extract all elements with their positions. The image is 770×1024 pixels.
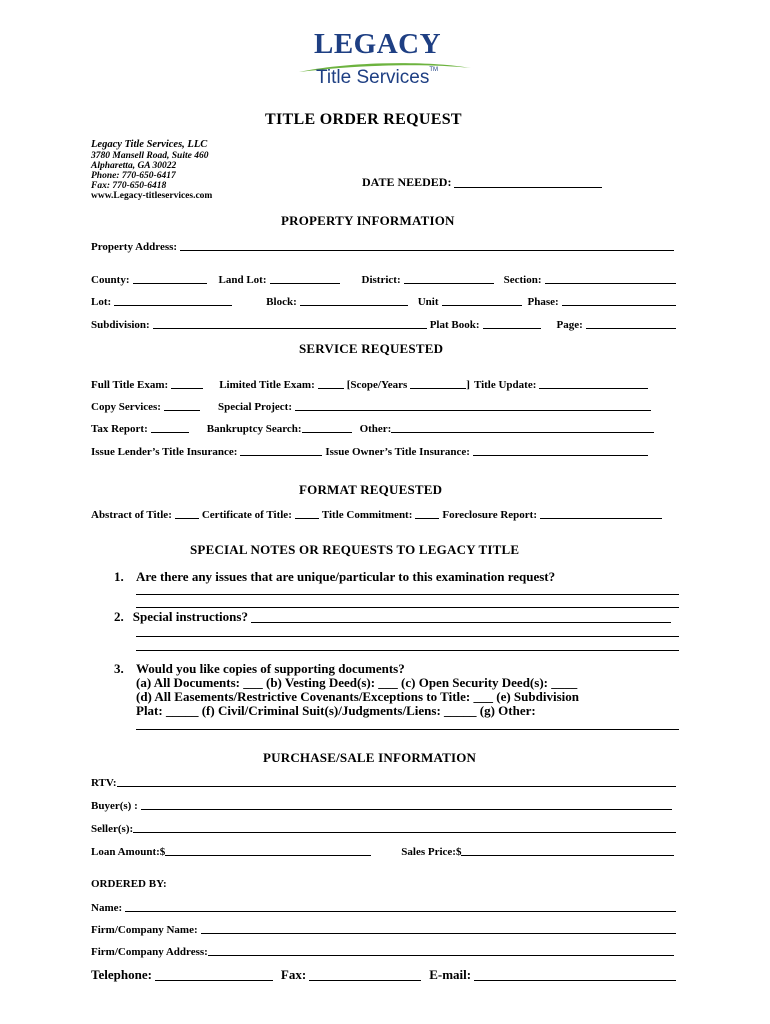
date-needed-field[interactable] bbox=[454, 177, 602, 188]
district-field[interactable] bbox=[404, 273, 494, 284]
name-field[interactable] bbox=[125, 901, 676, 912]
q3-line-2: (a) All Documents: ___ (b) Vesting Deed(s): ___ (c) Open Security Deed(s): ____ bbox=[136, 675, 578, 690]
company-web: www.Legacy-titleservices.com bbox=[91, 191, 213, 201]
q1-answer-line-1[interactable] bbox=[136, 594, 679, 595]
copy-services-label: Copy Services: bbox=[91, 401, 161, 413]
q3-line-1: Would you like copies of supporting documents? bbox=[136, 661, 405, 676]
property-address-field[interactable] bbox=[180, 240, 674, 251]
bankruptcy-label: Bankruptcy Search: bbox=[206, 423, 302, 435]
tax-report-field[interactable] bbox=[151, 422, 189, 433]
unit-field[interactable] bbox=[442, 295, 522, 306]
fax-field[interactable] bbox=[309, 970, 421, 981]
subdivision-field[interactable] bbox=[153, 318, 427, 329]
tax-report-label: Tax Report: bbox=[91, 423, 148, 435]
abstract-label: Abstract of Title: bbox=[91, 509, 172, 521]
email-label: E-mail: bbox=[429, 967, 472, 982]
sales-price-field[interactable] bbox=[461, 845, 674, 856]
q2-answer-line-2[interactable] bbox=[136, 636, 679, 637]
bankruptcy-field[interactable] bbox=[302, 422, 352, 433]
purchase-heading: PURCHASE/SALE INFORMATION bbox=[263, 750, 477, 765]
seller-label: Seller(s): bbox=[91, 823, 134, 835]
other-field[interactable] bbox=[391, 422, 654, 433]
scope-end: ] bbox=[466, 379, 470, 391]
q1-text: Are there any issues that are unique/particular to this examination request? bbox=[136, 569, 556, 584]
company-street: 3780 Mansell Road, Suite 460 bbox=[91, 151, 209, 161]
title-update-label: Title Update: bbox=[473, 379, 537, 391]
logo bbox=[290, 26, 480, 90]
seller-field[interactable] bbox=[133, 822, 676, 833]
section-label: Section: bbox=[503, 274, 542, 286]
firm-address-field[interactable] bbox=[208, 945, 674, 956]
buyer-label: Buyer(s) : bbox=[91, 800, 138, 812]
firm-name-field[interactable] bbox=[201, 923, 676, 934]
special-project-label: Special Project: bbox=[217, 401, 292, 413]
other-label: Other: bbox=[359, 423, 392, 435]
q2-number: 2. bbox=[114, 609, 124, 624]
page-field[interactable] bbox=[586, 318, 676, 329]
q1-answer-line-2[interactable] bbox=[136, 607, 679, 608]
loan-amount-label: Loan Amount:$ bbox=[91, 846, 166, 858]
rtv-label: RTV: bbox=[91, 777, 117, 789]
title-update-field[interactable] bbox=[539, 378, 648, 389]
scope-label: [Scope/Years bbox=[346, 379, 408, 391]
ordered-heading: ORDERED BY: bbox=[91, 878, 167, 890]
buyer-field[interactable] bbox=[141, 799, 672, 810]
q3-line-3: (d) All Easements/Restrictive Covenants/Exceptions to Title: ___ (e) Subdivision bbox=[136, 689, 579, 704]
logo-main-text: LEGACY bbox=[314, 28, 442, 60]
full-title-field[interactable] bbox=[171, 378, 203, 389]
page-label: Page: bbox=[556, 319, 583, 331]
district-label: District: bbox=[361, 274, 401, 286]
plat-book-label: Plat Book: bbox=[429, 319, 480, 331]
q3-answer-line[interactable] bbox=[136, 729, 679, 730]
q2-text: Special instructions? bbox=[132, 609, 248, 624]
plat-book-field[interactable] bbox=[483, 318, 541, 329]
company-name: Legacy Title Services, LLC bbox=[91, 139, 208, 150]
copy-services-field[interactable] bbox=[164, 400, 200, 411]
phase-field[interactable] bbox=[562, 295, 676, 306]
foreclosure-field[interactable] bbox=[540, 508, 662, 519]
lot-label: Lot: bbox=[91, 296, 112, 308]
telephone-field[interactable] bbox=[155, 970, 273, 981]
property-address-label: Property Address: bbox=[91, 241, 178, 253]
county-label: County: bbox=[91, 274, 130, 286]
q1-number: 1. bbox=[114, 569, 124, 584]
land-lot-label: Land Lot: bbox=[218, 274, 267, 286]
lender-insurance-field[interactable] bbox=[240, 445, 322, 456]
company-city: Alpharetta, GA 30022 bbox=[91, 161, 177, 171]
scope-field[interactable] bbox=[410, 378, 466, 389]
loan-amount-field[interactable] bbox=[165, 845, 371, 856]
block-label: Block: bbox=[266, 296, 297, 308]
unit-label: Unit bbox=[417, 296, 439, 308]
notes-heading: SPECIAL NOTES OR REQUESTS TO LEGACY TITLE bbox=[190, 542, 520, 557]
property-heading: PROPERTY INFORMATION bbox=[281, 213, 455, 228]
block-field[interactable] bbox=[300, 295, 408, 306]
commitment-label: Title Commitment: bbox=[321, 509, 413, 521]
q2-answer-field[interactable] bbox=[251, 612, 671, 623]
limited-title-field[interactable] bbox=[318, 378, 344, 389]
format-heading: FORMAT REQUESTED bbox=[299, 482, 443, 497]
commitment-field[interactable] bbox=[415, 508, 439, 519]
q3-line-4: Plat: _____ (f) Civil/Criminal Suit(s)/Judgments/Liens: _____ (g) Other: bbox=[136, 703, 536, 718]
service-heading: SERVICE REQUESTED bbox=[299, 341, 444, 356]
company-fax: Fax: 770-650-6418 bbox=[91, 181, 167, 191]
lender-insurance-label: Issue Lender’s Title Insurance: bbox=[91, 446, 238, 458]
land-lot-field[interactable] bbox=[270, 273, 340, 284]
telephone-label: Telephone: bbox=[91, 967, 152, 982]
company-address bbox=[91, 139, 212, 201]
date-needed-label: DATE NEEDED: bbox=[362, 175, 452, 189]
phase-label: Phase: bbox=[527, 296, 559, 308]
owner-insurance-field[interactable] bbox=[473, 445, 648, 456]
foreclosure-label: Foreclosure Report: bbox=[442, 509, 537, 521]
certificate-label: Certificate of Title: bbox=[201, 509, 292, 521]
special-project-field[interactable] bbox=[295, 400, 651, 411]
county-field[interactable] bbox=[133, 273, 207, 284]
section-field[interactable] bbox=[545, 273, 677, 284]
page-title: TITLE ORDER REQUEST bbox=[265, 111, 462, 128]
firm-name-label: Firm/Company Name: bbox=[91, 924, 198, 936]
name-label: Name: bbox=[91, 902, 123, 914]
q2-answer-line-3[interactable] bbox=[136, 650, 679, 651]
owner-insurance-label: Issue Owner’s Title Insurance: bbox=[325, 446, 470, 458]
logo-sub-text: Title Services™ bbox=[316, 67, 438, 88]
email-field[interactable] bbox=[474, 970, 676, 981]
q3-number: 3. bbox=[114, 661, 124, 676]
subdivision-label: Subdivision: bbox=[91, 319, 150, 331]
firm-address-label: Firm/Company Address: bbox=[91, 946, 208, 958]
fax-label: Fax: bbox=[280, 967, 307, 982]
limited-title-label: Limited Title Exam: bbox=[219, 379, 315, 391]
lot-field[interactable] bbox=[114, 295, 232, 306]
rtv-field[interactable] bbox=[117, 776, 677, 787]
company-phone: Phone: 770-650-6417 bbox=[91, 171, 176, 181]
full-title-label: Full Title Exam: bbox=[91, 379, 169, 391]
abstract-field[interactable] bbox=[175, 508, 199, 519]
sales-price-label: Sales Price:$ bbox=[401, 846, 462, 858]
certificate-field[interactable] bbox=[295, 508, 319, 519]
